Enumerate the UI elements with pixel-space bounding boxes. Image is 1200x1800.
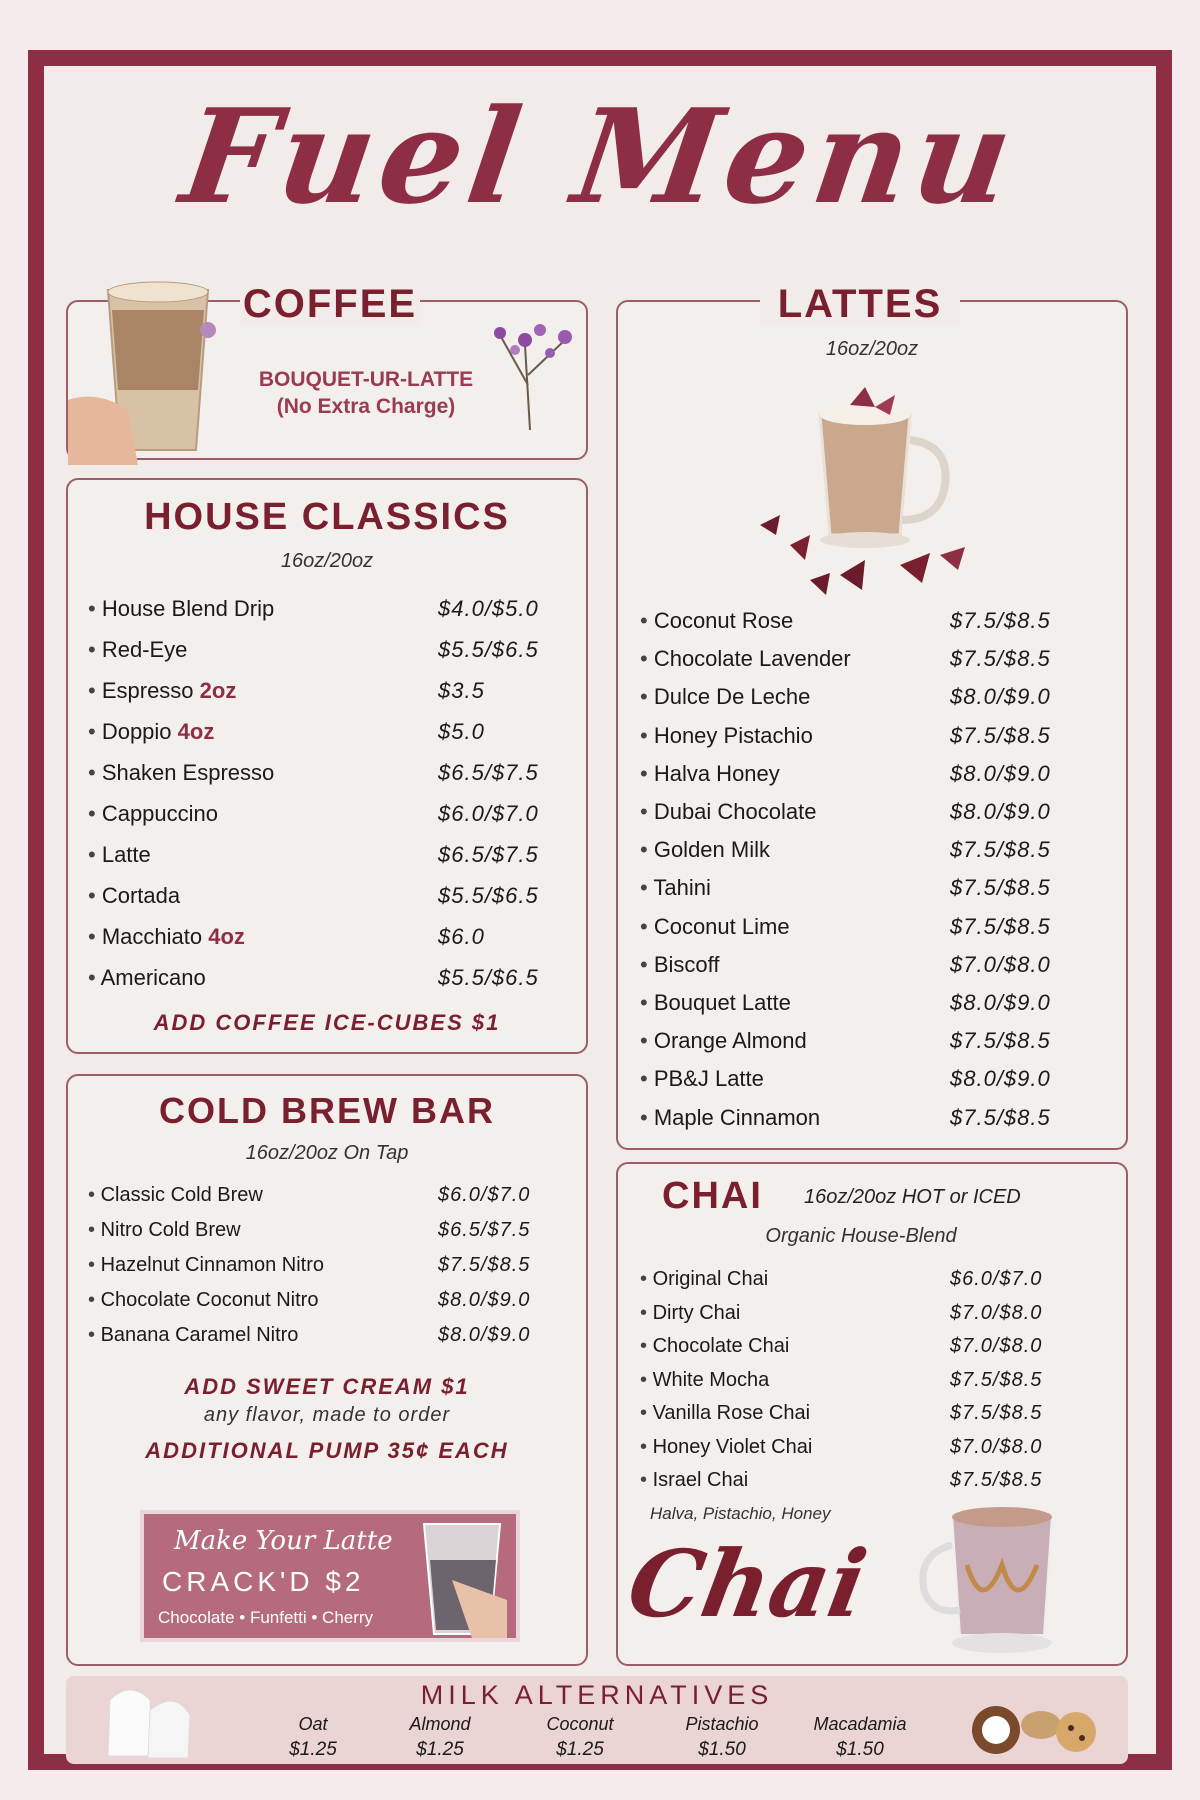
item-price: $5.5/$6.5 (438, 637, 539, 662)
item-price: $6.5/$7.5 (438, 842, 539, 867)
item-name (88, 719, 438, 745)
latte-item (640, 684, 1080, 710)
item-name (88, 1254, 438, 1277)
item-name-text: Golden Milk (653, 837, 770, 863)
item-price: $8.0/$9.0 (950, 684, 1051, 710)
item-name-text: Honey Violet Chai (652, 1435, 813, 1458)
cold-brew-heading: COLD BREW BAR (159, 1090, 495, 1131)
item-name-text: Original Chai (652, 1268, 769, 1290)
house-classics-item (88, 678, 558, 704)
item-name-text: Espresso (101, 678, 194, 703)
cold-brew-item (88, 1184, 558, 1207)
item-name (88, 965, 438, 991)
item-name (640, 1028, 950, 1054)
chai-sizes: 16oz/20oz HOT or ICED (804, 1186, 1021, 1208)
item-name-text: Cappuccino (101, 801, 219, 826)
item-name (640, 1066, 950, 1092)
item-price: $8.0/$9.0 (438, 1324, 531, 1346)
milk-option (662, 1714, 782, 1761)
item-price: $6.0/$7.0 (950, 1268, 1043, 1290)
item-name (640, 684, 950, 710)
item-name (640, 1335, 950, 1358)
lattes-heading: LATTES (760, 282, 960, 327)
item-name-text: Tahini (653, 875, 711, 901)
item-price: $7.5/$8.5 (950, 1104, 1051, 1130)
chai-note: Halva, Pistachio, Honey (650, 1504, 831, 1523)
item-price: $3.5 (438, 678, 485, 703)
chai-item (640, 1268, 1080, 1291)
item-price: $7.5/$8.5 (950, 1469, 1043, 1491)
item-name-text: House Blend Drip (101, 596, 275, 621)
milk-option (520, 1714, 640, 1761)
latte-item (640, 875, 1080, 901)
item-price: $7.5/$8.5 (950, 1028, 1051, 1054)
item-price: $7.5/$8.5 (950, 913, 1051, 939)
item-price: $7.0/$8.0 (950, 1301, 1043, 1324)
item-name (88, 637, 438, 663)
item-name-text: PB&J Latte (653, 1066, 764, 1092)
house-classics-item (88, 637, 558, 663)
item-name (640, 1268, 950, 1291)
item-price: $5.5/$6.5 (438, 883, 539, 908)
item-price: $8.0/$9.0 (950, 1066, 1051, 1092)
house-classics-item (88, 801, 558, 827)
item-name (640, 1402, 950, 1425)
milk-option-price: $1.50 (836, 1739, 884, 1760)
item-name (640, 837, 950, 863)
house-classics-item (88, 719, 558, 745)
menu-title: Fuel Menu (173, 80, 1027, 233)
item-name (640, 914, 950, 940)
item-name (88, 1289, 438, 1312)
house-classics-heading: HOUSE CLASSICS (144, 496, 510, 538)
house-classics-item (88, 760, 558, 786)
chai-mug-image (912, 1505, 1072, 1660)
item-price: $6.0/$7.0 (438, 1184, 531, 1206)
item-name-text: Honey Pistachio (653, 722, 813, 748)
item-name (640, 1105, 950, 1131)
item-name-text: Latte (101, 842, 151, 867)
coffee-heading: COFFEE (240, 282, 420, 327)
milk-option-name: Almond (409, 1714, 471, 1734)
item-price: $7.5/$8.5 (950, 646, 1051, 672)
item-name-text: White Mocha (652, 1368, 770, 1391)
item-name-text: Cortada (101, 883, 181, 908)
milk-option-price: $1.50 (698, 1739, 746, 1760)
item-name (640, 1369, 950, 1392)
item-name (88, 883, 438, 909)
item-name-text: Macchiato (101, 924, 203, 949)
item-name (88, 1219, 438, 1242)
item-name-text: Vanilla Rose Chai (652, 1402, 811, 1424)
item-name-text: Doppio (101, 719, 172, 744)
item-price: $7.5/$8.5 (950, 1402, 1043, 1424)
milk-option (800, 1714, 920, 1761)
latte-item (640, 837, 1080, 863)
latte-item (640, 1028, 1080, 1054)
item-name-text: Shaken Espresso (101, 760, 275, 785)
chai-item (640, 1302, 1080, 1325)
latte-item (640, 1066, 1080, 1092)
item-price: $7.0/$8.0 (950, 1435, 1043, 1458)
item-name-text: Chocolate Coconut Nitro (100, 1289, 319, 1311)
cold-brew-addon1-note: any flavor, made to order (203, 1404, 451, 1426)
item-name (640, 1469, 950, 1492)
item-name-text: Dubai Chocolate (653, 799, 817, 824)
item-name (88, 801, 438, 827)
item-name (640, 723, 950, 749)
house-classics-item (88, 965, 558, 991)
milk-option-price: $1.25 (289, 1739, 337, 1760)
item-name-text: Nitro Cold Brew (100, 1219, 241, 1241)
item-name-text: Hazelnut Cinnamon Nitro (100, 1254, 324, 1276)
item-price: $6.0 (438, 924, 485, 949)
item-price: $7.5/$8.5 (950, 1368, 1043, 1391)
item-name-text: Americano (100, 965, 206, 990)
latte-item (640, 1105, 1080, 1131)
item-name (640, 761, 950, 787)
item-name (640, 990, 950, 1016)
coffee-promo-line1: BOUQUET-UR-LATTE (258, 368, 474, 391)
item-price: $7.5/$8.5 (438, 1254, 531, 1276)
cold-brew-item (88, 1254, 558, 1277)
item-price: $5.5/$6.5 (438, 965, 539, 990)
item-price: $6.0/$7.0 (438, 801, 539, 826)
house-classics-sizes: 16oz/20oz (280, 550, 374, 572)
item-name (640, 952, 950, 978)
chai-item (640, 1369, 1080, 1392)
latte-item (640, 723, 1080, 749)
cold-brew-item (88, 1324, 558, 1347)
item-price: $7.0/$8.0 (950, 951, 1051, 977)
crackd-line1: Make Your Latte (174, 1526, 393, 1556)
latte-item (640, 990, 1080, 1016)
item-price: $8.0/$9.0 (438, 1289, 531, 1311)
house-classics-addon: ADD COFFEE ICE-CUBES $1 (153, 1010, 501, 1035)
milk-option-name: Coconut (546, 1714, 614, 1734)
milk-option-price: $1.25 (416, 1739, 464, 1760)
latte-item (640, 914, 1080, 940)
item-price: $4.0/$5.0 (438, 596, 539, 621)
chai-item (640, 1469, 1080, 1492)
item-price: $7.5/$8.5 (950, 837, 1051, 863)
item-name-text: Red-Eye (101, 637, 188, 662)
crackd-line2: CRACK'D $2 (162, 1566, 365, 1597)
item-name-text: Biscoff (653, 951, 720, 977)
cold-brew-item (88, 1219, 558, 1242)
latte-item (640, 646, 1080, 672)
coffee-promo-line2: (No Extra Charge) (276, 395, 456, 418)
milk-heading: MILK ALTERNATIVES (420, 1680, 774, 1710)
latte-item (640, 952, 1080, 978)
item-name-text: Chocolate Chai (652, 1335, 790, 1357)
milk-option-price: $1.25 (556, 1739, 604, 1760)
item-name (640, 608, 950, 634)
item-name-text: Maple Cinnamon (653, 1104, 821, 1130)
item-price: $6.5/$7.5 (438, 760, 539, 785)
item-name (640, 875, 950, 901)
crackd-line3: Chocolate • Funfetti • Cherry (158, 1608, 374, 1627)
item-price: $7.5/$8.5 (950, 875, 1051, 901)
cold-brew-addon1: ADD SWEET CREAM $1 (184, 1374, 470, 1399)
item-name-text: Israel Chai (652, 1469, 749, 1491)
house-classics-item (88, 842, 558, 868)
item-name (88, 1324, 438, 1347)
item-name-text: Orange Almond (653, 1028, 807, 1054)
chai-item (640, 1335, 1080, 1358)
item-name (640, 799, 950, 825)
milk-option-name: Oat (298, 1714, 328, 1734)
item-price: $8.0/$9.0 (950, 799, 1051, 824)
item-name-text: Dulce De Leche (653, 684, 811, 710)
coffee-cup-image (68, 270, 228, 465)
item-size-suffix: 4oz (202, 924, 245, 949)
cold-brew-item (88, 1289, 558, 1312)
item-price: $8.0/$9.0 (950, 760, 1051, 786)
item-size-suffix: 4oz (171, 719, 215, 744)
item-name-text: Halva Honey (653, 760, 780, 786)
milk-option-name: Pistachio (685, 1714, 759, 1734)
item-name (640, 646, 950, 672)
chai-script-word: Chai (620, 1530, 875, 1638)
item-price: $5.0 (438, 719, 485, 744)
item-name-text: Dirty Chai (652, 1301, 741, 1324)
item-name (88, 760, 438, 786)
cold-brew-addon2: ADDITIONAL PUMP 35¢ EACH (145, 1438, 509, 1463)
item-name (88, 596, 438, 622)
crackd-banner (140, 1510, 520, 1642)
cold-brew-sizes: 16oz/20oz On Tap (245, 1142, 409, 1164)
lattes-sizes: 16oz/20oz (825, 338, 919, 360)
chai-heading: CHAI (662, 1175, 763, 1217)
item-name-text: Coconut Rose (653, 608, 794, 633)
chai-item (640, 1402, 1080, 1425)
item-size-suffix: 2oz (193, 678, 237, 703)
item-name-text: Bouquet Latte (653, 990, 791, 1015)
item-name-text: Chocolate Lavender (653, 646, 851, 672)
item-price: $7.5/$8.5 (950, 608, 1051, 633)
crackd-cup-image (412, 1520, 512, 1638)
milk-option (253, 1714, 373, 1761)
item-name (640, 1302, 950, 1325)
house-classics-item (88, 883, 558, 909)
house-classics-item (88, 596, 558, 622)
item-name-text: Coconut Lime (653, 913, 790, 939)
item-name (640, 1436, 950, 1459)
rose-latte-mug-image (750, 385, 1010, 605)
lavender-flower-icon (480, 305, 590, 435)
item-price: $7.5/$8.5 (950, 722, 1051, 748)
milk-option (380, 1714, 500, 1761)
item-name-text: Banana Caramel Nitro (100, 1324, 299, 1346)
item-name (88, 1184, 438, 1207)
item-price: $8.0/$9.0 (950, 990, 1051, 1015)
latte-item (640, 799, 1080, 825)
item-name (88, 842, 438, 868)
item-name-text: Classic Cold Brew (100, 1184, 263, 1206)
item-price: $6.5/$7.5 (438, 1219, 531, 1241)
chai-subtitle: Organic House-Blend (765, 1225, 957, 1247)
item-price: $7.0/$8.0 (950, 1335, 1043, 1357)
latte-item (640, 761, 1080, 787)
house-classics-item (88, 924, 558, 950)
item-name (88, 924, 438, 950)
latte-item (640, 608, 1080, 634)
chai-item (640, 1436, 1080, 1459)
milk-option-name: Macadamia (813, 1714, 907, 1734)
item-name (88, 678, 438, 704)
